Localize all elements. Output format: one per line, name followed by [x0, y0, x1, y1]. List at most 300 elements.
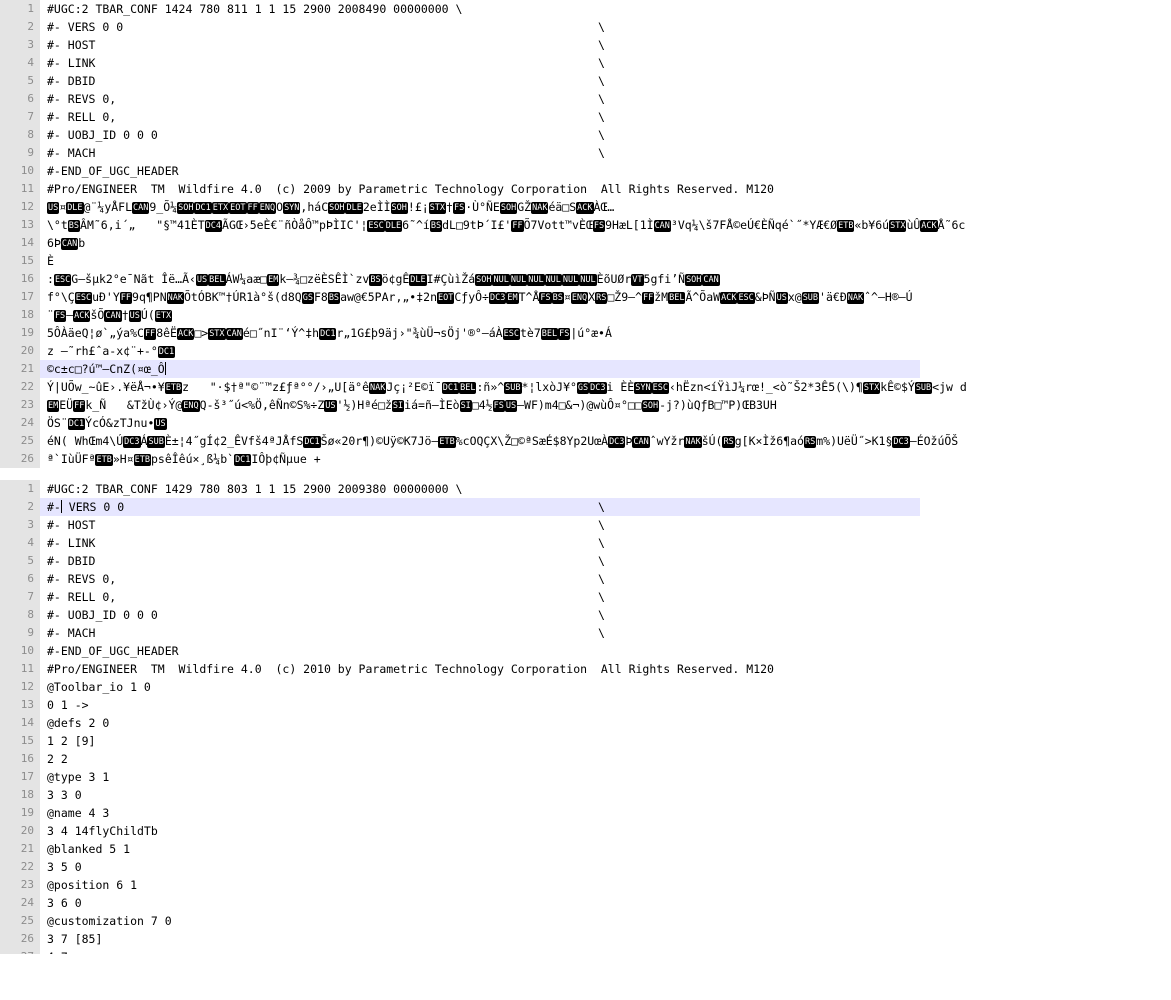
code-text: 5ÔÀäeQ¦ø`„ýa%C — [47, 326, 144, 340]
code-text: @¨¼yÅFL — [83, 200, 133, 214]
code-text: #- HOST — [47, 38, 96, 52]
line-content[interactable] — [47, 270, 720, 288]
line-content[interactable] — [47, 180, 774, 198]
control-char-glyph: CAN — [703, 275, 719, 285]
code-text: Á — [140, 434, 148, 448]
line-content[interactable] — [47, 252, 54, 270]
control-char-glyph: NAK — [685, 437, 701, 447]
control-char-glyph: SOH — [686, 275, 702, 285]
code-text: □4½ — [471, 398, 493, 412]
code-text: @defs 2 0 — [47, 716, 110, 730]
code-line[interactable] — [0, 678, 1171, 696]
control-char-glyph: SOH — [178, 203, 194, 213]
control-char-glyph: BEL — [209, 275, 225, 285]
code-text: 2eÌÌ — [362, 200, 391, 214]
control-char-glyph: FF — [512, 221, 523, 231]
code-line[interactable] — [0, 606, 1171, 624]
line-number: 15 — [0, 252, 40, 270]
line-content[interactable] — [47, 324, 612, 342]
control-char-glyph: FF — [144, 329, 156, 339]
line-content[interactable] — [47, 360, 166, 378]
code-text: ÀŒ… — [593, 200, 615, 214]
line-content[interactable] — [47, 126, 158, 144]
control-char-glyph: SOH — [476, 275, 492, 285]
control-char-glyph: DC4 — [205, 221, 222, 231]
pane-separator — [0, 470, 1171, 480]
line-content[interactable] — [47, 54, 95, 72]
code-line[interactable] — [0, 90, 1171, 108]
control-char-glyph: DC3 — [609, 437, 625, 447]
code-text: ö¢gÊ — [381, 272, 410, 286]
line-number: 16 — [0, 270, 40, 288]
control-char-glyph: ESC — [75, 293, 92, 303]
line-content[interactable] — [47, 552, 95, 570]
control-char-glyph: EM — [268, 275, 279, 285]
control-char-glyph: BEL — [460, 383, 476, 393]
control-char-glyph: FF — [642, 293, 654, 303]
code-line[interactable] — [0, 72, 1171, 90]
code-text: -j?)ùQƒB□™P)ŒB3UH — [659, 398, 777, 412]
code-line[interactable] — [0, 0, 1171, 18]
control-char-glyph: EOT — [230, 203, 246, 213]
line-content[interactable] — [47, 588, 116, 606]
line-content[interactable] — [47, 450, 321, 468]
control-char-glyph: DC3 — [489, 293, 506, 303]
control-char-glyph: SUB — [915, 383, 932, 393]
code-text: † — [446, 200, 453, 214]
code-text: Q-š³˝ú<%Ö,êÑn©S%÷Z — [199, 398, 325, 412]
control-char-glyph: FF — [120, 293, 132, 303]
control-char-glyph: STX — [209, 329, 225, 339]
line-content[interactable] — [47, 144, 95, 162]
line-content[interactable] — [47, 732, 95, 750]
line-continuation: \ — [598, 128, 605, 142]
line-content[interactable] — [47, 786, 82, 804]
control-char-glyph: STX — [890, 221, 906, 231]
code-text: z "·$†ª"©¨™z£ƒª°°/›„U[ä°ê — [182, 380, 369, 394]
code-line[interactable] — [0, 306, 1171, 324]
line-content[interactable] — [47, 36, 95, 54]
code-line[interactable] — [0, 804, 1171, 822]
code-text: ·Ù°ÑE — [465, 200, 500, 214]
code-text: ¤ — [563, 290, 571, 304]
line-content[interactable] — [47, 306, 172, 324]
line-content[interactable] — [47, 606, 158, 624]
line-number: 9 — [0, 624, 40, 642]
control-char-glyph: US — [776, 293, 787, 303]
line-content[interactable] — [47, 696, 89, 714]
control-char-glyph: EM — [48, 401, 59, 411]
code-text: dL□9tÞ´I£' — [442, 218, 512, 232]
line-content[interactable] — [47, 18, 123, 36]
control-char-glyph: NUL — [545, 275, 561, 285]
code-line[interactable] — [0, 18, 1171, 36]
line-content[interactable] — [47, 72, 95, 90]
control-char-glyph: FS — [493, 401, 504, 411]
code-line[interactable] — [0, 360, 1171, 378]
control-char-glyph: ESC — [54, 275, 71, 285]
line-content[interactable] — [47, 912, 172, 930]
line-content[interactable] — [47, 516, 95, 534]
code-text: Þ — [625, 434, 633, 448]
line-content[interactable] — [47, 822, 158, 840]
control-char-glyph: ENQ — [183, 401, 199, 411]
line-content[interactable] — [47, 840, 130, 858]
control-char-glyph: CAN — [226, 329, 242, 339]
code-text: 6Þ — [47, 236, 61, 250]
code-text: #- RELL 0, — [47, 590, 117, 604]
code-text: |ú°æ•Á — [570, 326, 612, 340]
control-char-glyph: NUL — [562, 275, 579, 285]
line-content[interactable] — [47, 0, 462, 18]
code-line[interactable] — [0, 54, 1171, 72]
line-content[interactable] — [47, 768, 109, 786]
code-text: GŽ — [517, 200, 532, 214]
control-char-glyph: DC1 — [195, 203, 211, 213]
line-number: 18 — [0, 306, 40, 324]
code-text: 3 4 14flyChildTb — [47, 824, 158, 838]
line-content[interactable] — [47, 570, 116, 588]
line-number: 14 — [0, 714, 40, 732]
code-text: Ã^ÕaW — [685, 290, 721, 304]
control-char-glyph: ESC — [652, 383, 668, 393]
code-text: '½)Hªé□ž — [336, 398, 392, 412]
control-char-glyph: FS — [593, 221, 605, 231]
code-text: !£¡ — [407, 200, 429, 214]
code-text: @type 3 1 — [47, 770, 110, 784]
control-char-glyph: DLE — [410, 275, 426, 285]
code-text: #Pro/ENGINEER TM Wildfire 4.0 (c) 2010 by Parametric Technology Corporation All Rights Reserved. M120 — [47, 662, 774, 676]
code-line[interactable] — [0, 378, 1171, 396]
control-char-glyph: ETB — [838, 221, 854, 231]
control-char-glyph: US — [129, 311, 140, 321]
line-number: 8 — [0, 606, 40, 624]
code-line[interactable] — [0, 324, 1171, 342]
control-char-glyph: NUL — [528, 275, 544, 285]
control-char-glyph: CAN — [133, 203, 149, 213]
code-line[interactable] — [0, 144, 1171, 162]
code-line[interactable] — [0, 588, 1171, 606]
line-content[interactable] — [47, 804, 109, 822]
code-text: #- MACH — [47, 146, 96, 160]
code-text: Jç¡²E©ï¯ — [386, 380, 442, 394]
line-number: 1 — [0, 0, 40, 18]
code-text: G–šµk2°e¯Nãt Îë…Ã‹ — [71, 272, 196, 286]
control-char-glyph: DC1 — [158, 347, 175, 357]
line-continuation: \ — [598, 92, 605, 106]
control-char-glyph: DLE — [346, 203, 362, 213]
code-text: –WF)m4□&¬)@wùÔ¤°□□ — [517, 398, 642, 412]
code-text: x@ — [787, 290, 802, 304]
code-text: šÚ( — [701, 434, 723, 448]
code-line[interactable] — [0, 786, 1171, 804]
code-line[interactable] — [0, 288, 1171, 306]
line-continuation: \ — [598, 56, 605, 70]
editor-pane-top[interactable] — [0, 0, 1171, 470]
line-content[interactable] — [47, 288, 913, 306]
control-char-glyph: EOT — [438, 293, 454, 303]
code-line[interactable] — [0, 450, 1171, 468]
line-content[interactable] — [47, 216, 965, 234]
line-content[interactable] — [47, 678, 151, 696]
code-text: éN( WhŒm4\Ú — [47, 434, 124, 448]
control-char-glyph: US — [196, 275, 208, 285]
line-content[interactable] — [47, 480, 462, 498]
code-line[interactable] — [0, 108, 1171, 126]
control-char-glyph: RS — [723, 437, 734, 447]
control-char-glyph: ETX — [155, 311, 172, 321]
code-text: žM — [654, 290, 669, 304]
control-char-glyph: ENQ — [259, 203, 276, 213]
code-line[interactable] — [0, 270, 1171, 288]
code-text: k_Ñ &TžÙ¢›Ý@ — [85, 398, 183, 412]
code-text: &ÞÑ — [754, 290, 776, 304]
line-content[interactable] — [47, 342, 175, 360]
code-text: éä□S — [548, 200, 577, 214]
code-text: ª`IùÜFª — [47, 452, 96, 466]
code-text: #- UOBJ_ID 0 0 0 — [47, 608, 158, 622]
code-text: 0 1 -> — [47, 698, 89, 712]
line-content[interactable] — [47, 378, 967, 396]
line-number: 13 — [0, 216, 40, 234]
line-number: 20 — [0, 822, 40, 840]
line-continuation: \ — [598, 110, 605, 124]
code-line[interactable] — [0, 660, 1171, 678]
line-content[interactable] — [47, 660, 774, 678]
code-line[interactable] — [0, 570, 1171, 588]
code-line[interactable] — [0, 498, 1171, 516]
line-continuation: \ — [598, 20, 605, 34]
line-number: 8 — [0, 126, 40, 144]
code-line[interactable] — [0, 396, 1171, 414]
control-char-glyph: SOH — [642, 401, 659, 411]
control-char-glyph: SYN — [284, 203, 300, 213]
code-line[interactable] — [0, 414, 1171, 432]
code-text: EÜ — [59, 398, 74, 412]
control-char-glyph: ESC — [368, 221, 384, 231]
line-content[interactable] — [47, 396, 777, 414]
code-text: ¤ — [59, 200, 67, 214]
code-text: È±¦4˝gÍ¢2_ÊVfš4ªJÅfS — [164, 434, 304, 448]
line-content[interactable] — [47, 534, 95, 552]
text-cursor — [165, 362, 166, 375]
code-text: ÖS¨ — [47, 416, 68, 430]
code-text: k–¾□zëÈSÊÌ`zv — [279, 272, 370, 286]
code-text: #- DBID — [47, 554, 96, 568]
control-char-glyph: GS — [577, 383, 589, 393]
code-text: Ú( — [140, 308, 155, 322]
line-number: 5 — [0, 72, 40, 90]
control-char-glyph: RS — [596, 293, 607, 303]
code-text: IÔþ¢Ñµue + — [251, 452, 321, 466]
code-text: 3 6 0 — [47, 896, 82, 910]
code-line[interactable] — [0, 162, 1171, 180]
code-text: #-END_OF_UGC_HEADER — [47, 644, 179, 658]
code-text: #-END_OF_UGC_HEADER — [47, 164, 179, 178]
line-number: 7 — [0, 108, 40, 126]
code-text: #- LINK — [47, 56, 96, 70]
line-number: 10 — [0, 162, 40, 180]
line-content[interactable] — [47, 930, 102, 948]
code-line[interactable] — [0, 912, 1171, 930]
line-continuation: \ — [598, 74, 605, 88]
code-line[interactable] — [0, 180, 1171, 198]
control-char-glyph: SUB — [148, 437, 164, 447]
line-number: 13 — [0, 696, 40, 714]
code-text: #- LINK — [47, 536, 96, 550]
code-line[interactable] — [0, 552, 1171, 570]
code-line[interactable] — [0, 930, 1171, 948]
code-text: 9HæL[1Ì — [605, 218, 654, 232]
code-line[interactable] — [0, 858, 1171, 876]
code-line[interactable] — [0, 342, 1171, 360]
control-char-glyph: CAN — [633, 437, 649, 447]
code-text: ÃGŒ›5eÈ€¨ñÒåÔ™pÞÌIC'¦ — [222, 218, 368, 232]
control-char-glyph: ACK — [177, 329, 194, 339]
line-content[interactable] — [47, 750, 68, 768]
control-char-glyph: ETB — [134, 455, 150, 465]
code-text: #- HOST — [47, 518, 96, 532]
line-number: 6 — [0, 90, 40, 108]
code-line[interactable] — [0, 126, 1171, 144]
code-text: ©c±c□?ú™–CnZ(¤œ_Ô — [47, 362, 165, 376]
code-line[interactable] — [0, 36, 1171, 54]
line-number: 26 — [0, 930, 40, 948]
control-char-glyph: NAK — [167, 293, 183, 303]
line-content[interactable] — [47, 624, 95, 642]
line-content[interactable] — [47, 90, 116, 108]
code-line[interactable] — [0, 732, 1171, 750]
line-content[interactable] — [47, 198, 614, 216]
line-content[interactable] — [47, 234, 85, 252]
code-line[interactable] — [0, 714, 1171, 732]
code-text: iá=ñ–ÌEò — [404, 398, 460, 412]
line-content[interactable] — [47, 432, 958, 450]
code-text: † — [121, 308, 129, 322]
line-content[interactable] — [47, 714, 109, 732]
code-text: @blanked 5 1 — [47, 842, 131, 856]
control-char-glyph: ETB — [165, 383, 182, 393]
line-number: 4 — [0, 534, 40, 552]
control-char-glyph: STX — [429, 203, 446, 213]
control-char-glyph: CAN — [654, 221, 670, 231]
line-content[interactable] — [47, 642, 179, 660]
code-line[interactable] — [0, 750, 1171, 768]
code-line[interactable] — [0, 432, 1171, 450]
line-content[interactable] — [47, 894, 82, 912]
code-line[interactable] — [0, 480, 1171, 498]
line-content[interactable] — [47, 414, 167, 432]
control-char-glyph: STX — [863, 383, 880, 393]
code-text: f°\Ç — [47, 290, 75, 304]
code-text: : — [47, 272, 54, 286]
code-text: ÝcÓ&zTJnu• — [85, 416, 155, 430]
control-char-glyph: CAN — [61, 239, 78, 249]
code-line[interactable] — [0, 840, 1171, 858]
line-number: 12 — [0, 678, 40, 696]
code-line[interactable] — [0, 198, 1171, 216]
code-text: ÁW¼aæ□ — [225, 272, 268, 286]
code-text: 2 2 — [47, 752, 68, 766]
code-text: @position 6 1 — [47, 878, 138, 892]
code-line[interactable] — [0, 768, 1171, 786]
code-text: #- VERS 0 0 — [47, 20, 124, 34]
code-text: 5gfi’Ñ — [643, 272, 686, 286]
line-content[interactable] — [47, 498, 124, 516]
code-text: i ÈÈ — [606, 380, 635, 394]
line-number: 11 — [0, 660, 40, 678]
line-number: 24 — [0, 414, 40, 432]
line-number: 20 — [0, 342, 40, 360]
code-line[interactable] — [0, 534, 1171, 552]
code-line[interactable] — [0, 876, 1171, 894]
line-number: 11 — [0, 180, 40, 198]
code-line[interactable] — [0, 216, 1171, 234]
code-text: uÐ'Y — [92, 290, 120, 304]
control-char-glyph: BS — [430, 221, 442, 231]
control-char-glyph: SOH — [391, 203, 407, 213]
control-char-glyph: VT — [632, 275, 643, 285]
code-line[interactable] — [0, 822, 1171, 840]
control-char-glyph: ACK — [74, 311, 90, 321]
code-text: X — [588, 290, 596, 304]
editor-pane-bottom[interactable] — [0, 480, 1171, 954]
line-content[interactable] — [47, 858, 82, 876]
line-number: 4 — [0, 54, 40, 72]
line-content[interactable] — [47, 108, 116, 126]
code-line[interactable] — [0, 516, 1171, 534]
code-line[interactable] — [0, 252, 1171, 270]
line-number: 23 — [0, 876, 40, 894]
line-number: 10 — [0, 642, 40, 660]
control-char-glyph: FS — [540, 293, 551, 303]
control-char-glyph: US — [325, 401, 336, 411]
current-line-highlight — [40, 360, 920, 378]
code-line[interactable] — [0, 894, 1171, 912]
code-text: <jw d — [932, 380, 967, 394]
control-char-glyph: NUL — [510, 275, 527, 285]
code-line[interactable] — [0, 624, 1171, 642]
control-char-glyph: CAN — [105, 311, 121, 321]
code-text: é□˝nI¨‘Ý^‡h — [242, 326, 320, 340]
code-text: Ý|UÕw_~ûE›.¥ëÅ¬•¥ — [47, 380, 165, 394]
code-text: ³Vq¼\š7FÅ©eÚ€ÈÑqé`˝*YÆ€Ø — [670, 218, 838, 232]
line-content[interactable] — [47, 876, 137, 894]
code-line[interactable] — [0, 642, 1171, 660]
code-text: \°t — [47, 218, 68, 232]
code-text: VERS 0 0 — [61, 500, 125, 514]
control-char-glyph: US — [505, 401, 517, 411]
code-text: psêÎêú×¸ß¼b` — [150, 452, 235, 466]
code-text: @customization 7 0 — [47, 914, 172, 928]
code-text: #- REVS 0, — [47, 92, 117, 106]
code-text: □> — [194, 326, 209, 340]
control-char-glyph: DC1 — [235, 455, 251, 465]
control-char-glyph: ESC — [738, 293, 754, 303]
line-content[interactable] — [47, 162, 179, 180]
control-char-glyph: BS — [552, 293, 563, 303]
line-number: 17 — [0, 288, 40, 306]
current-line-highlight — [40, 498, 920, 516]
code-line[interactable] — [0, 234, 1171, 252]
control-char-glyph: BS — [370, 275, 381, 285]
control-char-glyph: EM — [507, 293, 518, 303]
code-text: Å˜6c — [937, 218, 966, 232]
control-char-glyph: FS — [54, 311, 66, 321]
code-line[interactable] — [0, 696, 1171, 714]
line-number: 18 — [0, 786, 40, 804]
control-char-glyph: DLE — [67, 203, 83, 213]
